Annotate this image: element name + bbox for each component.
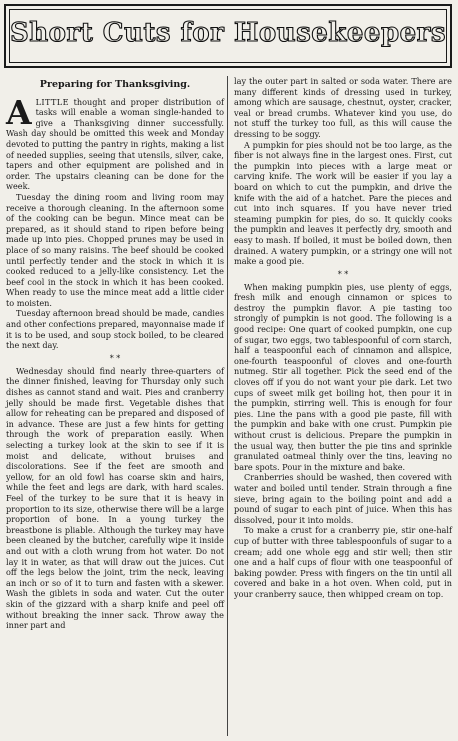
paragraph-1 <box>6 92 224 192</box>
paragraph-2: Tuesday the dining room and living room may receive a thorough cleaning. In the afternoon some of the cooking can be begun. Mince meat can be prepared, as it should stand to ripen before being made up into pies. Chopped prunes may be used in place of so many raisins. The beef should be cooked until perfectly tender and the stock in which it is cooked reduced to a jelly-like consistency. Let the beef cool in the stock in which it has been cooked. When ready to use the mince meat add a little cider to moisten. <box>6 191 224 308</box>
paragraph-5: lay the outer part in salted or soda water. There are many different kinds of dressing used in turkey, among which are sausage, chestnut, oyster, cracker, veal or bread crumbs. Whatever kind you use, do not stuff the turkey too full, as this will cause the dressing to be soggy. <box>234 76 452 139</box>
paragraph-7: When making pumpkin pies, use plenty of eggs, fresh milk and enough cinnamon or spices to destroy the pumpkin flavor. A pie tasting too strongly of pumpkin is not good. The following is a good recipe: One quart of cooked pumpkin, one cup of sugar, two eggs, two tablespoonful of corn starch, half a teaspoonful each of cinnamon and allspice, one-fourth teaspoonful of cloves and one-fourth nutmeg. Stir all together. Pick the seed end of the cloves off if you do not want your pie dark. Let two cups of sweet milk get boiling hot, then pour it in the pumpkin, stirring well. This is enough for four pies. Line the pans with a good pie paste, fill with the pumpkin and bake with one crust. Pumpkin pie without crust is delicious. Prepare the pumpkin in the usual way, then butter the pie tins and sprinkle granulated oatmeal thinly over the tins, leaving no bare spots. Pour in the mixture and bake. <box>234 281 452 472</box>
page-title: Short Cuts for Housekeepers <box>10 18 446 48</box>
column-divider <box>227 76 228 736</box>
masthead-box <box>4 4 452 68</box>
right-column <box>234 76 452 600</box>
section-separator: * * <box>109 353 121 363</box>
paragraph-4: Wednesday should find nearly three-quarters of the dinner finished, leaving for Thursday only such dishes as cannot stand and wait. Pies and cranberry jelly should be made first. Vegetable dishes that allow for reheating can be prepared and disposed of in advance. These are just a few hints for getting through the work of preparation easily. When selecting a turkey look at the skin to see if it is moist and delicate, without bruises and discolorations. See if the feet are smooth and yellow, for an old fowl has coarse skin and hairs, while the feet and legs are dark, with hard scales. Feel of the turkey to be sure that it is heavy in proportion to its size, otherwise there will be a large proportion of bone. In a young turkey the breastbone is pliable. Although the turkey may have been cleaned by the butcher, carefully wipe it inside and out with a cloth wrung from hot water. Do not lay it in water, as that will draw out the juices. Cut off the legs below the joint, trim the neck, leaving an inch or so of it to turn and fasten with a skewer. Wash the giblets in soda and water. Cut the outer skin of the gizzard with a sharp knife and peel off without breaking the inner sack. Throw away the inner part and <box>6 365 224 631</box>
paragraph-9: To make a crust for a cranberry pie, stir one-half cup of butter with three tablespoonfuls of sugar to a cream; add one whole egg and stir well; then stir one and a half cups of flour with one teaspoonful of baking powder. Press with fingers on the tin until all covered and bake in a hot oven. When cold, put in your cranberry sauce, then whipped cream on top. <box>234 525 452 599</box>
drop-cap: A <box>6 92 32 132</box>
paragraph-6: A pumpkin for pies should not be too large, as the fiber is not always fine in the largest ones. First, cut the pumpkin into pieces with a large meat or carving knife. The work will be easier if you lay a board on which to cut the pumpkin, and drive the knife with the aid of a hatchet. Pare the pieces and cut into inch squares. If you have never tried steaming pumpkin for pies, do so. It quickly cooks the pumpkin and leaves it perfectly dry, smooth and easy to mash. If boiled, it must be boiled down, then drained. A watery pumpkin, or a stringy one will not make a good pie. <box>234 139 452 267</box>
paragraph-8: Cranberries should be washed, then covered with water and boiled until tender. Strain through a fine sieve, bring again to the boiling point and add a pound of sugar to each pint of juice. When this has dissolved, pour it into molds. <box>234 472 452 525</box>
paragraph-3: Tuesday afternoon bread should be made, candies and other confections prepared, mayonnaise made if it is to be used, and soup stock boiled, to be cleared the next day. <box>6 308 224 351</box>
article-subhead: Preparing for Thanksgiving. <box>39 79 191 90</box>
paragraph-1-text: thought and proper distribution of tasks will enable a woman single-handed to give a Thanksgiving dinner successfully. Wash day should be omitted this week and Monday devoted to putting the pantry in rights, making a list of needed supplies, seeing that utensils, silver, cake, tapers and other equipment are polished and in order. The upstairs cleaning can be done for the week. <box>6 96 224 192</box>
lead-caps: LITTLE <box>35 96 69 107</box>
section-separator: * * <box>337 269 349 279</box>
left-column <box>6 76 224 631</box>
